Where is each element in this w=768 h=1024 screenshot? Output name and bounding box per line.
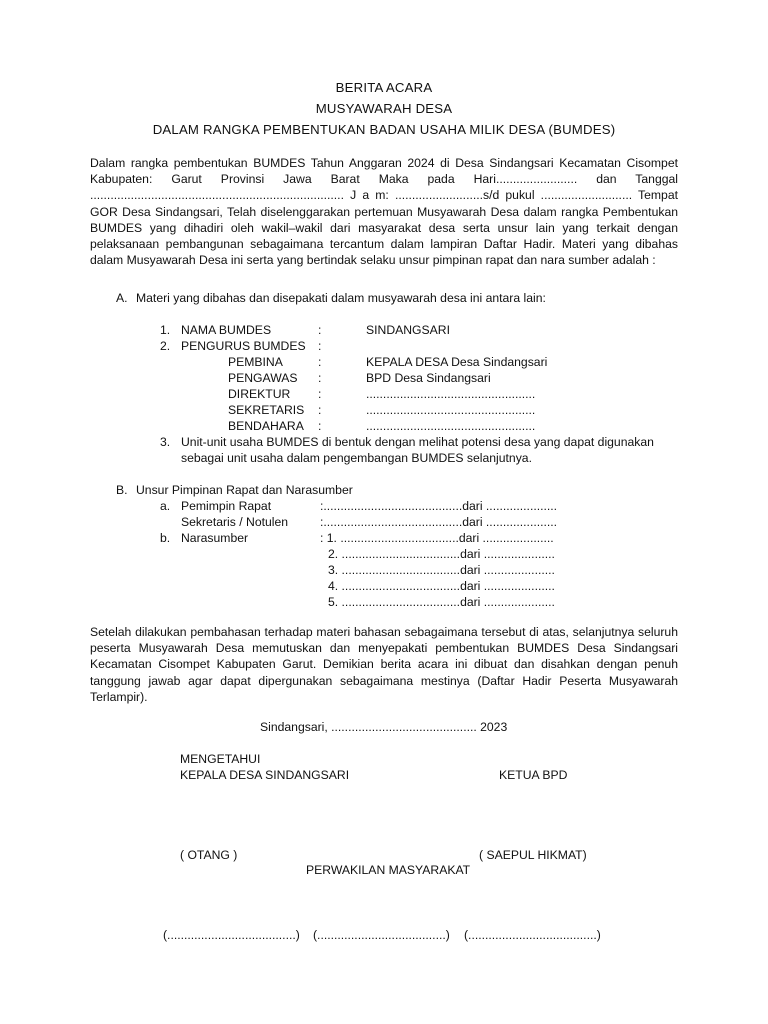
narasumber-row: 3. ...................................dari ..................... (328, 563, 555, 577)
item-number: 2. (160, 339, 171, 353)
title-line-1: BERITA ACARA (335, 80, 433, 95)
row-value: : 1. ...................................dari ..................... (320, 531, 554, 545)
right-signatory-name: ( SAEPUL HIKMAT) (479, 848, 587, 862)
item-number: 1. (160, 323, 171, 337)
pengurus-value: .................................................. (366, 403, 536, 417)
row-letter: b. (160, 531, 171, 545)
row-label: Narasumber (181, 531, 249, 545)
row-value: :.........................................dari ..................... (320, 515, 558, 529)
pengurus-label: DIREKTUR (228, 387, 291, 401)
center-signatory-title: PERWAKILAN MASYARAKAT (306, 863, 471, 877)
intro-paragraph: Dalam rangka pembentukan BUMDES Tahun Anggaran 2024 di Desa Sindangsari Kecamatan Cisompet Kabupaten: Garut Provinsi Jawa Barat Maka pada Hari........................ dan Tanggal ........................................................................... J a m: ..........................s/d pukul ........................... Tempat GOR Desa Sindangsari, Telah diselenggarakan pertemuan Musyawarah Desa dalam rangka Pembentukan BUMDES yang dihadiri oleh wakil–wakil dari masyarakat desa serta unsur lain yang terkait dengan pelaksanaan pembangunan sebagaimana tercantum dalam lampiran Daftar Hadir. Materi yang dibahas dalam Musyawarah Desa ini serta yang bertindak selaku unsur pimpinan rapat dan nara sumber adalah : (90, 156, 678, 268)
pengurus-colon: : (318, 387, 322, 401)
pengurus-label: SEKRETARIS (228, 403, 305, 417)
section-a-marker: A. (116, 291, 128, 305)
pengurus-colon: : (318, 355, 322, 369)
place-date: Sindangsari, ........................................... 2023 (260, 720, 508, 734)
left-signatory-name: ( OTANG ) (180, 848, 238, 862)
pengurus-colon: : (318, 403, 322, 417)
pengurus-value: .................................................. (366, 387, 536, 401)
signature-blank: (......................................) (313, 928, 450, 942)
pengurus-value: BPD Desa Sindangsari (366, 371, 491, 385)
title-line-2: MUSYAWARAH DESA (315, 101, 453, 116)
item-3-line-2: sebagai unit usaha dalam pengembangan BUMDES selanjutnya. (181, 451, 532, 465)
item-number: 3. (160, 435, 171, 449)
pengurus-label: PENGAWAS (228, 371, 298, 385)
right-signatory-title: KETUA BPD (499, 768, 568, 782)
item-label: PENGURUS BUMDES (181, 339, 306, 353)
item-colon: : (318, 323, 322, 337)
closing-paragraph: Setelah dilakukan pembahasan terhadap materi bahasan sebagaimana tersebut di atas, selanjutnya seluruh peserta Musyawarah Desa memutuskan dan menyepakati pembentukan BUMDES Desa Sindangsari Kecamatan Cisompet Kabupaten Garut. Demikian berita acara ini dibuat dan disahkan dengan penuh tanggung jawab agar dapat dipergunakan sebagaimana mestinya (Daftar Hadir Peserta Musyawarah Terlampir). (90, 625, 678, 704)
title-line-3: DALAM RANGKA PEMBENTUKAN BADAN USAHA MILIK DESA (BUMDES) (152, 122, 616, 137)
pengurus-colon: : (318, 371, 322, 385)
section-b-marker: B. (116, 483, 128, 497)
pengurus-value: .................................................. (366, 419, 536, 433)
section-b-heading: Unsur Pimpinan Rapat dan Narasumber (136, 483, 353, 497)
signature-blank: (......................................) (464, 928, 601, 942)
narasumber-row: 5. ...................................dari ..................... (328, 595, 555, 609)
left-signatory-title: KEPALA DESA SINDANGSARI (180, 768, 350, 782)
row-value: :.........................................dari ..................... (320, 499, 558, 513)
section-a-heading: Materi yang dibahas dan disepakati dalam musyawarah desa ini antara lain: (136, 291, 546, 305)
row-label: Sekretaris / Notulen (181, 515, 289, 529)
signature-blank: (......................................) (163, 928, 300, 942)
narasumber-row: 2. ...................................dari ..................... (328, 547, 555, 561)
narasumber-row: 4. ...................................dari ..................... (328, 579, 555, 593)
pengurus-label: BENDAHARA (228, 419, 304, 433)
mengetahui-label: MENGETAHUI (180, 752, 261, 766)
item-label: NAMA BUMDES (181, 323, 272, 337)
item-value: SINDANGSARI (366, 323, 450, 337)
item-3-line-1: Unit-unit usaha BUMDES di bentuk dengan melihat potensi desa yang dapat digunakan (181, 435, 654, 449)
pengurus-label: PEMBINA (228, 355, 283, 369)
item-colon: : (318, 339, 322, 353)
pengurus-colon: : (318, 419, 322, 433)
row-letter: a. (160, 499, 171, 513)
row-label: Pemimpin Rapat (181, 499, 272, 513)
pengurus-value: KEPALA DESA Desa Sindangsari (366, 355, 548, 369)
